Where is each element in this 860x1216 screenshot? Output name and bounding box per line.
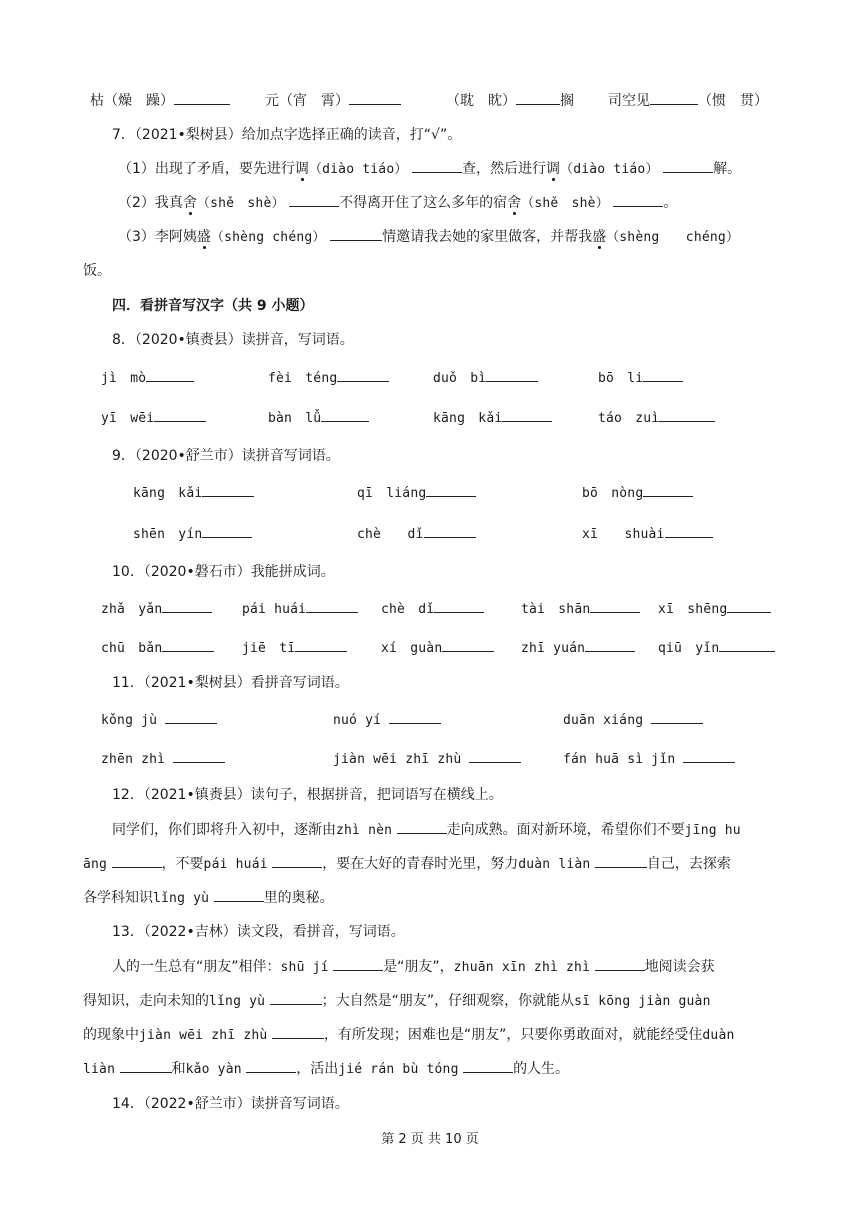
answer-blank[interactable] bbox=[270, 989, 322, 1005]
answer-blank[interactable] bbox=[397, 818, 447, 834]
q10-row-1 bbox=[0, 597, 860, 619]
pinyin-item: chū bǎn bbox=[101, 636, 214, 660]
q6-item3: （耽 眈） 搁 bbox=[446, 89, 574, 112]
section-title: 四．看拼音写汉字（共 9 小题） bbox=[112, 298, 314, 314]
pinyin-item: kāng kǎi bbox=[133, 481, 254, 505]
answer-blank[interactable] bbox=[214, 886, 264, 902]
pinyin-item: nuó yí bbox=[333, 708, 441, 732]
pinyin-item: pái huái bbox=[242, 597, 358, 621]
page-footer: 第 2 页 共 10 页 bbox=[381, 1132, 479, 1147]
q12-line-2: āng ，不要pái huái ，要在大好的青春时光里，努力duàn liàn 自己，去探索 bbox=[0, 852, 860, 874]
q11-row-2 bbox=[0, 747, 860, 769]
answer-blank[interactable] bbox=[595, 852, 647, 868]
q8-row-1 bbox=[0, 366, 860, 388]
q6-tail-line bbox=[0, 89, 860, 111]
pinyin-item: bàn lǚ bbox=[268, 406, 369, 430]
q11-heading: 11．（2021•梨树县）看拼音写词语。 bbox=[112, 675, 349, 691]
answer-blank[interactable] bbox=[112, 852, 162, 868]
q13-heading: 13．（2022•吉林）读文段，看拼音，写词语。 bbox=[112, 924, 405, 940]
q8-heading: 8．（2020•镇赉县）读拼音，写词语。 bbox=[112, 332, 354, 348]
q14-heading: 14．（2022•舒兰市）读拼音写词语。 bbox=[112, 1096, 349, 1112]
pinyin-item: shēn yín bbox=[133, 522, 252, 546]
q7-sentence-2: （2）我真舍（shě shè） 不得离开住了这么多年的宿舍（shě shè） 。 bbox=[0, 191, 860, 213]
pinyin-item: fán huā sì jǐn bbox=[563, 747, 735, 771]
q7-heading: 7．（2021•梨树县）给加点字选择正确的读音，打“√”。 bbox=[112, 127, 462, 143]
q8-row-2 bbox=[0, 406, 860, 428]
answer-blank[interactable] bbox=[272, 852, 322, 868]
pinyin-item: duǒ bì bbox=[433, 366, 538, 390]
pinyin-item: kāng kǎi bbox=[433, 406, 552, 430]
pinyin-item: zhī yuán bbox=[521, 636, 635, 660]
q13-line-2: 得知识，走向未知的lǐng yù ；大自然是“朋友”，仔细观察，你就能从sī kōng jiàn guàn bbox=[0, 989, 860, 1011]
pinyin-item: yī wēi bbox=[101, 406, 206, 430]
pinyin-item: xí guàn bbox=[381, 636, 494, 660]
q7-sentence-3: （3）李阿姨盛（shèng chéng） 情邀请我去她的家里做客，并帮我盛（shèng chéng） bbox=[0, 225, 860, 247]
q9-row-1 bbox=[0, 481, 860, 503]
q7-sentence-3-wrap: 饭。 bbox=[83, 263, 111, 279]
q13-line-4: liàn 和kǎo yàn ，活出jié rán bù tóng 的人生。 bbox=[0, 1057, 860, 1079]
answer-blank[interactable] bbox=[272, 1023, 324, 1039]
pinyin-item: xī shuài bbox=[582, 522, 713, 546]
q12-line-3: 各学科知识lǐng yù 里的奥秘。 bbox=[0, 886, 860, 908]
pinyin-item: zhēn zhì bbox=[101, 747, 225, 771]
answer-blank[interactable] bbox=[330, 225, 382, 241]
q11-row-1 bbox=[0, 708, 860, 730]
pinyin-item: zhǎ yǎn bbox=[101, 597, 212, 621]
q6-item2: 元（宵 霄） bbox=[265, 89, 401, 112]
q9-heading: 9．（2020•舒兰市）读拼音写词语。 bbox=[112, 448, 340, 464]
pinyin-item: jiē tī bbox=[242, 636, 347, 660]
answer-blank[interactable] bbox=[289, 191, 339, 207]
pinyin-item: xī shēng bbox=[658, 597, 771, 621]
q6-item1: 枯（燥 躁） bbox=[90, 89, 230, 112]
pinyin-item: jì mò bbox=[101, 366, 194, 390]
q13-line-1: 人的一生总有“朋友”相伴：shū jí 是“朋友”，zhuān xīn zhì zhì 地阅读会获 bbox=[0, 955, 860, 977]
pinyin-item: duān xiáng bbox=[563, 708, 703, 732]
answer-blank[interactable] bbox=[120, 1057, 172, 1073]
answer-blank[interactable] bbox=[663, 157, 713, 173]
q10-row-2 bbox=[0, 636, 860, 658]
answer-blank[interactable] bbox=[412, 157, 462, 173]
pinyin-item: bō li bbox=[598, 366, 683, 390]
answer-blank[interactable] bbox=[595, 955, 645, 971]
answer-blank[interactable] bbox=[463, 1057, 513, 1073]
pinyin-item: qiū yǐn bbox=[658, 636, 775, 660]
q12-heading: 12．（2021•镇赉县）读句子，根据拼音，把词语写在横线上。 bbox=[112, 787, 503, 803]
pinyin-item: kǒng jù bbox=[101, 708, 217, 732]
q7-sentence-1: （1）出现了矛盾，要先进行调（diào tiáo） 查，然后进行调（diào tiáo） 解。 bbox=[0, 157, 860, 179]
q9-row-2 bbox=[0, 522, 860, 544]
pinyin-item: chè dǐ bbox=[357, 522, 476, 546]
answer-blank[interactable] bbox=[246, 1057, 296, 1073]
pinyin-item: jiàn wēi zhī zhù bbox=[333, 747, 521, 771]
q6-item4: 司空见 （惯 贯） bbox=[608, 89, 768, 112]
pinyin-item: táo zuì bbox=[598, 406, 715, 430]
pinyin-item: tài shān bbox=[521, 597, 640, 621]
pinyin-item: chè dǐ bbox=[381, 597, 484, 621]
q12-line-1: 同学们，你们即将升入初中，逐渐由zhì nèn 走向成熟。面对新环境，希望你们不要jīng hu bbox=[0, 818, 860, 840]
q13-line-3: 的现象中jiàn wēi zhī zhù ，有所发现；困难也是“朋友”，只要你勇敢面对，就能经受住duàn bbox=[0, 1023, 860, 1045]
q10-heading: 10．（2020•磐石市）我能拼成词。 bbox=[112, 564, 335, 580]
answer-blank[interactable] bbox=[613, 191, 663, 207]
pinyin-item: bō nòng bbox=[582, 481, 693, 505]
pinyin-item: fèi téng bbox=[268, 366, 389, 390]
answer-blank[interactable] bbox=[333, 955, 383, 971]
pinyin-item: qī liáng bbox=[357, 481, 476, 505]
